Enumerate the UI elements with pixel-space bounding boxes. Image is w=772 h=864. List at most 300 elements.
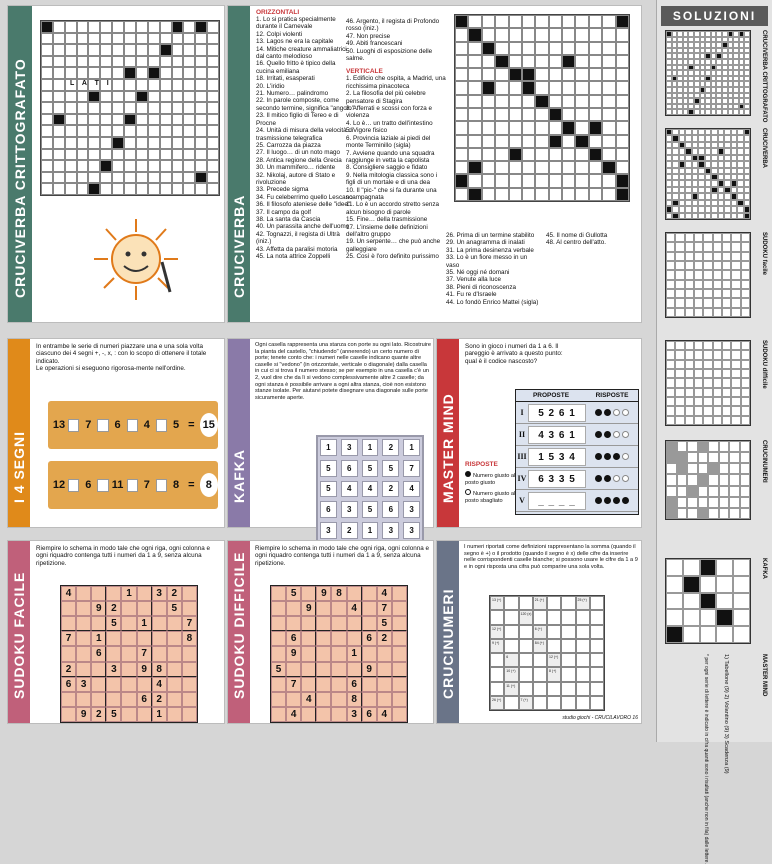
grid-cell <box>535 148 548 161</box>
solution-cell <box>722 242 731 251</box>
mastermind-row <box>516 402 638 424</box>
crucinumeri-cell <box>533 682 547 696</box>
solution-cell <box>685 341 694 350</box>
solution-cell <box>703 360 712 369</box>
grid-cell <box>183 149 195 161</box>
solution-cell <box>698 441 709 452</box>
grid-cell <box>495 81 508 94</box>
grid-cell <box>589 81 602 94</box>
grid-cell <box>482 148 495 161</box>
grid-cell <box>207 102 219 114</box>
grid-cell <box>616 108 629 121</box>
grid-cell <box>602 28 615 41</box>
grid-cell <box>602 161 615 174</box>
clue-item: 31. La prima desinenza verbale <box>446 246 534 254</box>
row-number: III <box>517 452 527 461</box>
solution-cell <box>713 289 722 298</box>
grid-cell <box>509 148 522 161</box>
grid-cell <box>549 135 562 148</box>
sudoku-cell <box>271 631 286 646</box>
sudoku-cell <box>271 601 286 616</box>
grid-cell <box>148 79 160 91</box>
solution-cell <box>731 350 740 359</box>
grid-cell <box>88 125 100 137</box>
grid-cell <box>549 68 562 81</box>
solution-cell <box>740 497 751 508</box>
row-pegs <box>586 431 638 438</box>
solution-cell <box>666 252 675 261</box>
grid-cell <box>41 183 53 195</box>
grid-cell <box>100 33 112 45</box>
grid-cell <box>124 160 136 172</box>
solution-cell <box>666 508 677 519</box>
solution-cell <box>685 252 694 261</box>
solution-cell <box>731 270 740 279</box>
grid-cell <box>468 95 481 108</box>
grid-cell <box>589 135 602 148</box>
grid-cell <box>589 42 602 55</box>
grid-cell <box>124 21 136 33</box>
solution-cell <box>741 378 750 387</box>
solution-cell <box>703 242 712 251</box>
grid-cell <box>183 56 195 68</box>
sudoku-cell <box>301 616 316 631</box>
crucinumeri-cell <box>561 610 575 624</box>
grid-cell <box>509 42 522 55</box>
grid-cell <box>455 161 468 174</box>
grid-cell <box>207 79 219 91</box>
sudoku-cell: 4 <box>286 707 301 722</box>
crucinumeri-cell <box>490 667 504 681</box>
sudoku-cell <box>392 601 407 616</box>
grid-cell <box>602 121 615 134</box>
solution-cell <box>666 397 675 406</box>
grid-cell <box>207 114 219 126</box>
crucinumeri-cell: 84 (+) <box>533 639 547 653</box>
solution-cell <box>675 388 684 397</box>
sudoku-cell: 4 <box>152 677 167 692</box>
solution-cell <box>722 369 731 378</box>
grid-cell <box>100 172 112 184</box>
solution-cell <box>713 252 722 261</box>
grid-cell <box>53 125 65 137</box>
solution-cell <box>741 233 750 242</box>
solution-cell <box>666 369 675 378</box>
grid-cell <box>65 33 77 45</box>
crucinumeri-cell: 26 (+) <box>490 696 504 710</box>
grid-cell <box>455 174 468 187</box>
grid-cell <box>77 137 89 149</box>
solution-cell <box>722 397 731 406</box>
grid-cell <box>602 95 615 108</box>
sudoku-cell <box>286 692 301 707</box>
solution-cell <box>719 508 730 519</box>
grid-cell <box>207 125 219 137</box>
grid-cell <box>172 149 184 161</box>
sudoku-cell <box>377 677 392 692</box>
sudoku-cell <box>331 631 346 646</box>
solution-cell <box>677 463 688 474</box>
solution-cell <box>687 474 698 485</box>
soluzioni-title: SOLUZIONI <box>661 6 768 26</box>
empty-peg-icon <box>613 475 620 482</box>
crucinumeri-cell <box>561 696 575 710</box>
grid-cell <box>112 44 124 56</box>
grid-cell <box>41 67 53 79</box>
grid-cell <box>549 42 562 55</box>
solution-cell <box>683 593 700 610</box>
solution-cell <box>731 261 740 270</box>
grid-cell <box>160 67 172 79</box>
grid-cell <box>575 95 588 108</box>
grid-cell <box>575 81 588 94</box>
grid-cell <box>495 135 508 148</box>
segni-result: 15 <box>200 413 219 437</box>
grid-cell <box>53 79 65 91</box>
clue-item: 27. Il luogo… di un noto mago <box>256 149 341 157</box>
grid-cell <box>535 95 548 108</box>
solution-cell <box>722 289 731 298</box>
black-peg-icon <box>613 453 620 460</box>
grid-cell <box>589 174 602 187</box>
solution-cell <box>722 388 731 397</box>
grid-cell <box>65 44 77 56</box>
grid-cell <box>495 15 508 28</box>
sudoku-cell <box>286 601 301 616</box>
solution-cell <box>731 397 740 406</box>
sudoku-cell <box>347 631 362 646</box>
grid-cell <box>88 172 100 184</box>
grid-cell <box>562 15 575 28</box>
grid-cell <box>160 114 172 126</box>
solution-cell <box>685 378 694 387</box>
solution-cell <box>716 626 733 643</box>
solution-cell <box>675 378 684 387</box>
grid-cell <box>148 91 160 103</box>
grid-cell <box>549 188 562 201</box>
grid-cell <box>100 160 112 172</box>
solution-cell <box>708 474 719 485</box>
solution-cell <box>666 593 683 610</box>
crucinumeri-cell <box>547 596 561 610</box>
black-peg-icon <box>604 497 611 504</box>
solution-cell <box>731 308 740 317</box>
grid-cell <box>549 28 562 41</box>
solution-cell <box>675 242 684 251</box>
grid-cell <box>124 56 136 68</box>
grid-cell <box>53 172 65 184</box>
solution-cell <box>666 261 675 270</box>
grid-cell <box>562 174 575 187</box>
grid-cell <box>77 44 89 56</box>
grid-cell <box>100 44 112 56</box>
grid-cell <box>509 161 522 174</box>
sudoku-cell: 3 <box>106 662 121 677</box>
sudoku-cell <box>182 646 197 661</box>
sudoku-cell <box>301 586 316 601</box>
solution-cell <box>713 350 722 359</box>
sol-label: CRUCIVERBA <box>761 128 767 169</box>
grid-cell <box>616 28 629 41</box>
grid-cell <box>124 149 136 161</box>
solution-cell <box>722 233 731 242</box>
crucinumeri-cell <box>504 625 518 639</box>
sudoku-cell <box>61 707 76 722</box>
sudoku-cell <box>106 586 121 601</box>
grid-cell <box>53 149 65 161</box>
grid-cell <box>468 108 481 121</box>
sudoku-cell: 8 <box>331 586 346 601</box>
grid-cell <box>112 102 124 114</box>
sudoku-cell <box>91 677 106 692</box>
solution-cell <box>740 474 751 485</box>
kafka-cell: 4 <box>362 481 379 498</box>
grid-cell <box>495 95 508 108</box>
grid-cell <box>616 42 629 55</box>
grid-cell <box>41 102 53 114</box>
grid-cell <box>509 135 522 148</box>
solution-cell <box>731 369 740 378</box>
grid-cell <box>77 67 89 79</box>
sudoku-cell <box>286 616 301 631</box>
grid-cell <box>207 21 219 33</box>
grid-cell <box>522 148 535 161</box>
crucinumeri-cell <box>576 625 590 639</box>
sudoku-cell <box>362 677 377 692</box>
solution-cell <box>675 261 684 270</box>
solution-cell <box>740 508 751 519</box>
solution-cell <box>741 397 750 406</box>
grid-cell <box>160 160 172 172</box>
crucinumeri-cell <box>490 610 504 624</box>
solution-cell <box>722 360 731 369</box>
solution-cell <box>698 497 709 508</box>
sudoku-cell: 2 <box>106 601 121 616</box>
kafka-band <box>228 339 250 527</box>
grid-cell <box>100 137 112 149</box>
grid-cell <box>195 21 207 33</box>
solution-cell <box>675 397 684 406</box>
solution-cell <box>722 280 731 289</box>
grid-cell <box>468 188 481 201</box>
grid-cell <box>172 56 184 68</box>
clue-item: 23. Il mitico figlio di Tereo e di Procne <box>256 112 339 127</box>
clue-item: 47. Non precise <box>346 32 391 40</box>
sudoku-cell <box>301 662 316 677</box>
grid-cell <box>482 42 495 55</box>
grid-cell <box>65 149 77 161</box>
grid-cell <box>124 125 136 137</box>
grid-cell <box>136 91 148 103</box>
grid-cell <box>562 148 575 161</box>
grid-cell <box>602 108 615 121</box>
grid-cell <box>65 125 77 137</box>
crucinumeri-cell <box>504 639 518 653</box>
grid-cell <box>575 121 588 134</box>
sudoku-cell <box>286 662 301 677</box>
kafka-grid <box>316 435 424 543</box>
sudoku-facile-instructions: Riempire lo schema in modo tale che ogni riga, ogni colonna e ogni riquadro contenga tutti i numeri da 1 a 9, senza alcuna ripetizione. <box>36 545 210 567</box>
grid-cell <box>172 172 184 184</box>
solution-cell <box>685 242 694 251</box>
grid-cell <box>575 108 588 121</box>
solution-cell <box>666 341 675 350</box>
grid-cell <box>509 188 522 201</box>
solution-cell <box>698 508 709 519</box>
grid-cell <box>549 95 562 108</box>
grid-cell <box>100 56 112 68</box>
sudoku-cell <box>91 586 106 601</box>
mastermind-board <box>515 389 639 515</box>
empty-peg-icon <box>613 409 620 416</box>
grid-cell <box>522 188 535 201</box>
mastermind-row <box>516 424 638 446</box>
solution-cell <box>722 406 731 415</box>
grid-cell <box>41 56 53 68</box>
equals: = <box>188 419 195 431</box>
grid-cell <box>160 21 172 33</box>
solution-cell <box>675 416 684 425</box>
sudoku-cell: 4 <box>377 707 392 722</box>
row-number: V <box>519 496 525 505</box>
grid-cell <box>77 125 89 137</box>
grid-cell <box>136 137 148 149</box>
black-peg-icon <box>604 431 611 438</box>
grid-cell <box>509 55 522 68</box>
sign-slot <box>127 479 138 492</box>
clue-item: 34. Fu celeberrimo quello Lescano <box>256 193 353 201</box>
solution-cell <box>722 416 731 425</box>
sudoku-cell <box>316 601 331 616</box>
grid-cell <box>124 137 136 149</box>
sudoku-cell: 5 <box>106 707 121 722</box>
grid-cell <box>65 172 77 184</box>
sudoku-cell <box>331 677 346 692</box>
grid-cell <box>482 81 495 94</box>
crucinumeri-band <box>437 541 459 723</box>
sign-slot <box>97 419 108 432</box>
crucinumeri-title: CRUCINUMERI <box>440 588 456 699</box>
solution-cell <box>708 497 719 508</box>
sudoku-cell <box>106 692 121 707</box>
solution-cell <box>713 416 722 425</box>
grid-cell <box>468 121 481 134</box>
solution-cell <box>741 416 750 425</box>
sudoku-cell: 4 <box>61 586 76 601</box>
grid-cell <box>53 44 65 56</box>
sudoku-cell: 9 <box>316 586 331 601</box>
grid-cell <box>112 91 124 103</box>
sudoku-difficile-grid <box>270 585 408 723</box>
grid-cell <box>88 91 100 103</box>
solution-cell <box>708 508 719 519</box>
clue-item: 21. Numero… palindromo <box>256 90 329 98</box>
sudoku-cell <box>347 586 362 601</box>
col-risposte: RISPOSTE <box>595 392 629 399</box>
sol-label: SUDOKU facile <box>761 232 767 276</box>
clue-item: 24. Unità di misura della velocità di trasmissione telegrafica <box>256 127 354 142</box>
kafka-title: KAFKA <box>231 449 247 503</box>
solution-cell <box>713 406 722 415</box>
clue-item: 18. Irritati, esasperati <box>256 75 315 83</box>
sudoku-cell <box>167 616 182 631</box>
kafka-cell: 1 <box>362 522 379 539</box>
grid-cell <box>183 125 195 137</box>
sudoku-cell <box>167 646 182 661</box>
row-code: 1 5 3 4 <box>528 448 586 466</box>
grid-cell <box>482 15 495 28</box>
sudoku-cell: 6 <box>286 631 301 646</box>
solution-cell <box>677 497 688 508</box>
kafka-cell: 4 <box>403 481 420 498</box>
sudoku-cell <box>121 707 136 722</box>
verticali-column-3 <box>546 232 641 247</box>
grid-cell <box>148 67 160 79</box>
grid-cell <box>183 33 195 45</box>
solution-cell <box>666 609 683 626</box>
solution-cell <box>700 609 717 626</box>
grid-cell <box>468 68 481 81</box>
grid-cell <box>195 33 207 45</box>
black-peg-icon <box>595 453 602 460</box>
kafka-cell: 3 <box>320 522 337 539</box>
crucinumeri-cell <box>519 667 533 681</box>
grid-cell <box>124 79 136 91</box>
grid-cell <box>88 114 100 126</box>
solution-cell <box>687 486 698 497</box>
grid-cell <box>616 81 629 94</box>
grid-cell <box>207 91 219 103</box>
sign-slot <box>68 419 79 432</box>
grid-cell <box>562 95 575 108</box>
solution-cell <box>687 452 698 463</box>
grid-cell <box>616 95 629 108</box>
solution-cell <box>685 416 694 425</box>
solution-cell <box>677 508 688 519</box>
solution-cell <box>685 350 694 359</box>
sudoku-cell <box>392 616 407 631</box>
solution-cell <box>675 289 684 298</box>
grid-cell <box>509 81 522 94</box>
solution-cell <box>666 474 677 485</box>
sudoku-difficile-title: SUDOKU DIFFICILE <box>231 551 247 699</box>
solution-cell <box>733 626 750 643</box>
solution-cell <box>731 378 740 387</box>
verticali-label: VERTICALE <box>346 68 383 76</box>
grid-cell <box>575 28 588 41</box>
solution-cell <box>713 360 722 369</box>
grid-cell <box>602 81 615 94</box>
solution-cell <box>685 406 694 415</box>
crucinumeri-cell: 12 (+) <box>490 625 504 639</box>
sudoku-cell: 7 <box>137 646 152 661</box>
solution-cell <box>666 486 677 497</box>
row-pegs <box>586 409 638 416</box>
sudoku-difficile-panel <box>227 540 434 724</box>
grid-cell <box>172 102 184 114</box>
kafka-cell: 1 <box>320 439 337 456</box>
clue-item: 41. Fu re d'Israele <box>446 291 497 299</box>
grid-cell <box>482 95 495 108</box>
grid-cell <box>562 135 575 148</box>
black-peg-icon <box>613 497 620 504</box>
segni-number: 7 <box>85 419 92 431</box>
grid-cell <box>455 42 468 55</box>
sol-crittografato-grid <box>665 30 751 116</box>
solution-cell <box>729 474 740 485</box>
solution-cell <box>733 559 750 576</box>
solution-cell <box>722 350 731 359</box>
